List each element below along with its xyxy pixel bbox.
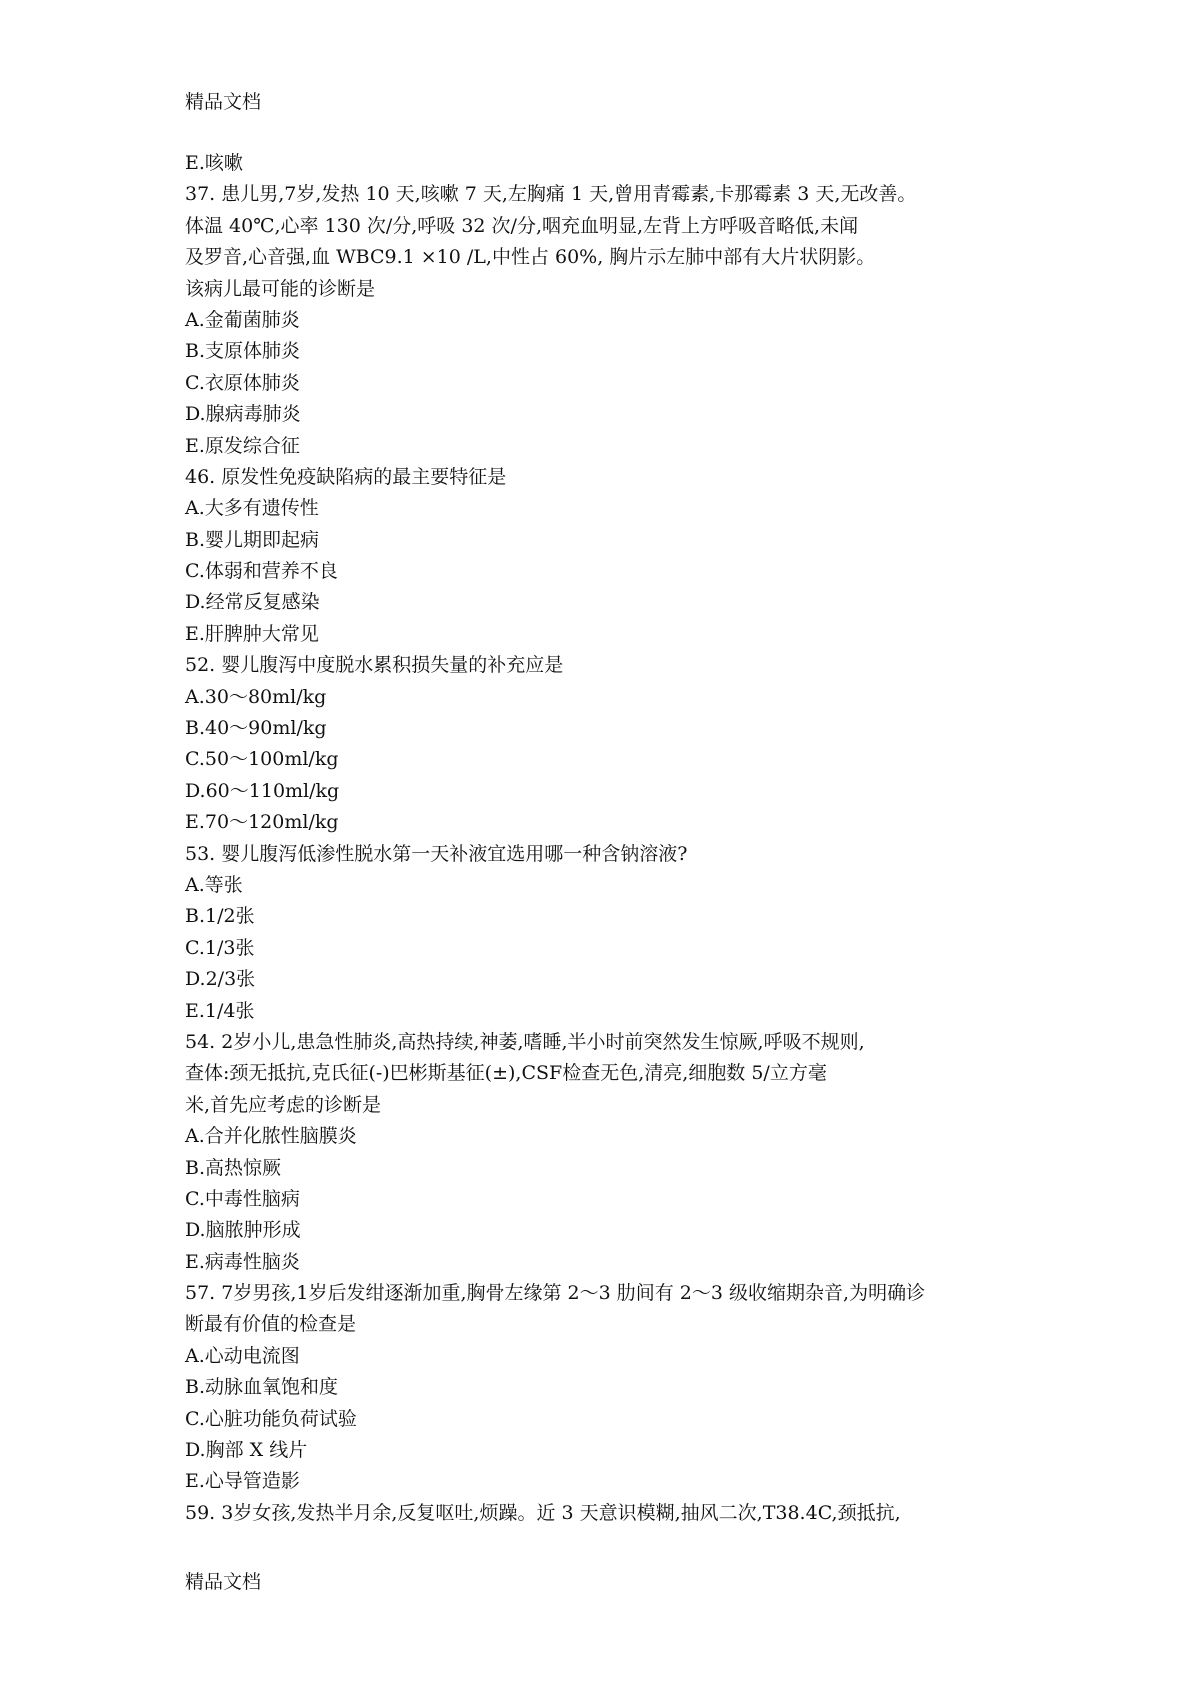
text-line: D.60～110ml/kg — [185, 779, 340, 802]
text-line: B.1/2张 — [185, 905, 255, 928]
text-line: B.动脉血氧饱和度 — [185, 1376, 339, 1399]
text-line: 及罗音,心音强,血 WBC9.1 ×10 /L,中性占 60%, 胸片示左肺中部有大片状阴影。 — [185, 246, 876, 269]
text-line: A.合并化脓性脑膜炎 — [185, 1125, 357, 1148]
text-line: 53. 婴儿腹泻低渗性脱水第一天补液宜选用哪一种含钠溶液? — [185, 842, 688, 865]
text-line: 52. 婴儿腹泻中度脱水累积损失量的补充应是 — [185, 654, 564, 677]
text-line: A.大多有遗传性 — [185, 497, 319, 520]
text-line: 米,首先应考虑的诊断是 — [185, 1093, 382, 1116]
text-line: D.经常反复感染 — [185, 591, 320, 614]
text-line: C.1/3张 — [185, 936, 255, 959]
text-line: C.50～100ml/kg — [185, 748, 339, 771]
text-line: E.咳嗽 — [185, 152, 243, 174]
text-line: A.金葡菌肺炎 — [185, 308, 300, 331]
text-line: E.1/4张 — [185, 999, 255, 1022]
text-line: E.病毒性脑炎 — [185, 1250, 300, 1273]
text-line: 57. 7岁男孩,1岁后发绀逐渐加重,胸骨左缘第 2～3 肋间有 2～3 级收缩期杂音,为明确诊 — [185, 1282, 926, 1305]
text-line: C.中毒性脑病 — [185, 1187, 300, 1210]
text-line: B.婴儿期即起病 — [185, 528, 320, 551]
text-line: C.衣原体肺炎 — [185, 371, 300, 394]
text-line: D.2/3张 — [185, 968, 256, 991]
text-line: D.腺病毒肺炎 — [185, 403, 301, 426]
text-line: B.支原体肺炎 — [185, 340, 301, 363]
text-line: B.40～90ml/kg — [185, 717, 327, 740]
text-line: B.高热惊厥 — [185, 1156, 282, 1179]
text-line: A.心动电流图 — [185, 1344, 300, 1367]
text-line: 54. 2岁小儿,患急性肺炎,高热持续,神萎,嗜睡,半小时前突然发生惊厥,呼吸不规则, — [185, 1030, 865, 1053]
text-line: 查体:颈无抵抗,克氏征(-)巴彬斯基征(±),CSF检查无色,清亮,细胞数 5/立方毫 — [185, 1062, 827, 1085]
text-line: E.心导管造影 — [185, 1470, 300, 1493]
page-footer: 精品文档 — [185, 1571, 262, 1593]
text-line: C.体弱和营养不良 — [185, 560, 338, 583]
text-line: 46. 原发性免疫缺陷病的最主要特征是 — [185, 465, 507, 488]
page-header: 精品文档 — [185, 91, 262, 113]
text-line: A.30～80ml/kg — [185, 685, 327, 708]
text-line: 59. 3岁女孩,发热半月余,反复呕吐,烦躁。近 3 天意识模糊,抽风二次,T38.4C,颈抵抗, — [185, 1501, 901, 1524]
text-line: C.心脏功能负荷试验 — [185, 1407, 357, 1430]
text-line: 37. 患儿男,7岁,发热 10 天,咳嗽 7 天,左胸痛 1 天,曾用青霉素,卡那霉素 3 天,无改善。 — [185, 183, 917, 206]
text-line: D.胸部 X 线片 — [185, 1439, 308, 1462]
text-line: E.70～120ml/kg — [185, 811, 339, 834]
text-line: D.脑脓肿形成 — [185, 1219, 301, 1242]
text-line: A.等张 — [185, 873, 243, 896]
text-line: 体温 40℃,心率 130 次/分,呼吸 32 次/分,咽充血明显,左背上方呼吸音略低,未闻 — [185, 214, 859, 237]
text-line: E.原发综合征 — [185, 434, 300, 457]
text-line: E.肝脾肿大常见 — [185, 622, 319, 645]
text-line: 断最有价值的检查是 — [185, 1313, 357, 1336]
document-body — [185, 148, 1145, 1529]
text-line: 该病儿最可能的诊断是 — [185, 277, 376, 300]
